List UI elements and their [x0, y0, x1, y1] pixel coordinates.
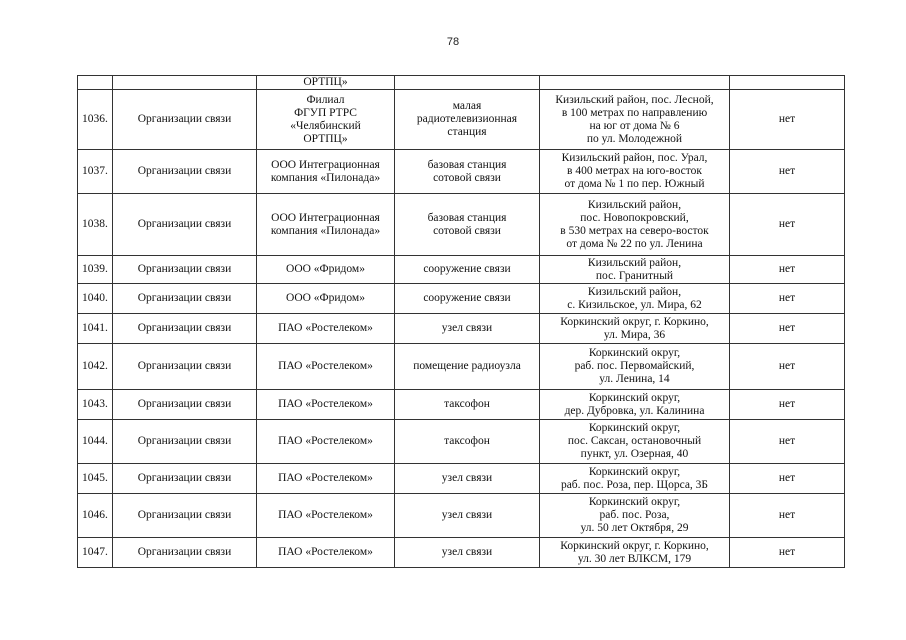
row-category: Организации связи — [113, 538, 257, 568]
row-object: узел связи — [395, 538, 540, 568]
row-organization: ООО Интеграционная компания «Пилонада» — [257, 194, 395, 256]
table-row — [78, 314, 845, 344]
row-address: Коркинский округ, пос. Саксан, остановочный пункт, ул. Озерная, 40 — [540, 420, 730, 464]
row-object: узел связи — [395, 464, 540, 494]
row-organization: ООО «Фридом» — [257, 284, 395, 314]
row-status: нет — [730, 494, 845, 538]
row-category: Организации связи — [113, 256, 257, 284]
row-status: нет — [730, 194, 845, 256]
table-row — [78, 194, 845, 256]
table-row — [78, 538, 845, 568]
row-organization: ООО Интеграционная компания «Пилонада» — [257, 150, 395, 194]
row-status: нет — [730, 464, 845, 494]
row-number: 1047. — [78, 538, 113, 568]
row-object: базовая станция сотовой связи — [395, 150, 540, 194]
row-status: нет — [730, 284, 845, 314]
row-object — [395, 76, 540, 90]
row-number: 1044. — [78, 420, 113, 464]
row-object: узел связи — [395, 494, 540, 538]
row-category: Организации связи — [113, 284, 257, 314]
row-object: таксофон — [395, 420, 540, 464]
row-number: 1039. — [78, 256, 113, 284]
table-row — [78, 390, 845, 420]
row-number: 1038. — [78, 194, 113, 256]
row-category: Организации связи — [113, 314, 257, 344]
table-row — [78, 494, 845, 538]
row-address: Кизильский район, пос. Новопокровский, в 530 метрах на северо-восток от дома № 22 по ул. Ленина — [540, 194, 730, 256]
row-status: нет — [730, 538, 845, 568]
table-row — [78, 150, 845, 194]
table-row — [78, 284, 845, 314]
row-organization: Филиал ФГУП РТРС «Челябинский ОРТПЦ» — [257, 90, 395, 150]
row-status: нет — [730, 314, 845, 344]
table-row — [78, 420, 845, 464]
row-number: 1043. — [78, 390, 113, 420]
row-number: 1041. — [78, 314, 113, 344]
row-status: нет — [730, 390, 845, 420]
row-organization: ПАО «Ростелеком» — [257, 494, 395, 538]
table-row — [78, 76, 845, 90]
row-object: малая радиотелевизионная станция — [395, 90, 540, 150]
row-address: Коркинский округ, раб. пос. Роза, пер. Щорса, 3Б — [540, 464, 730, 494]
row-category: Организации связи — [113, 150, 257, 194]
row-object: помещение радиоузла — [395, 344, 540, 390]
row-organization: ПАО «Ростелеком» — [257, 538, 395, 568]
row-address: Коркинский округ, раб. пос. Роза, ул. 50 лет Октября, 29 — [540, 494, 730, 538]
row-address: Кизильский район, пос. Урал, в 400 метрах на юго-восток от дома № 1 по пер. Южный — [540, 150, 730, 194]
row-status: нет — [730, 256, 845, 284]
table-row — [78, 256, 845, 284]
row-object: базовая станция сотовой связи — [395, 194, 540, 256]
row-organization: ПАО «Ростелеком» — [257, 344, 395, 390]
table-row — [78, 464, 845, 494]
row-status — [730, 76, 845, 90]
row-object: сооружение связи — [395, 284, 540, 314]
page-number: 78 — [446, 36, 460, 48]
row-object: таксофон — [395, 390, 540, 420]
row-status: нет — [730, 150, 845, 194]
row-category — [113, 76, 257, 90]
row-number: 1045. — [78, 464, 113, 494]
row-address: Кизильский район, пос. Лесной, в 100 метрах по направлению на юг от дома № 6 по ул. Молодежной — [540, 90, 730, 150]
row-address: Коркинский округ, дер. Дубровка, ул. Калинина — [540, 390, 730, 420]
row-address: Коркинский округ, раб. пос. Первомайский, ул. Ленина, 14 — [540, 344, 730, 390]
row-number: 1046. — [78, 494, 113, 538]
row-address: Коркинский округ, г. Коркино, ул. Мира, 36 — [540, 314, 730, 344]
row-category: Организации связи — [113, 420, 257, 464]
row-organization: ОРТПЦ» — [257, 76, 395, 90]
table-row — [78, 344, 845, 390]
row-category: Организации связи — [113, 90, 257, 150]
row-number: 1040. — [78, 284, 113, 314]
row-number: 1042. — [78, 344, 113, 390]
row-address: Коркинский округ, г. Коркино, ул. 30 лет ВЛКСМ, 179 — [540, 538, 730, 568]
row-number — [78, 76, 113, 90]
row-category: Организации связи — [113, 494, 257, 538]
row-address: Кизильский район, с. Кизильское, ул. Мира, 62 — [540, 284, 730, 314]
row-number: 1036. — [78, 90, 113, 150]
row-organization: ООО «Фридом» — [257, 256, 395, 284]
table-row — [78, 90, 845, 150]
row-category: Организации связи — [113, 344, 257, 390]
row-organization: ПАО «Ростелеком» — [257, 420, 395, 464]
row-address: Кизильский район, пос. Гранитный — [540, 256, 730, 284]
row-address — [540, 76, 730, 90]
row-organization: ПАО «Ростелеком» — [257, 464, 395, 494]
row-category: Организации связи — [113, 390, 257, 420]
registry-table — [77, 75, 845, 568]
row-number: 1037. — [78, 150, 113, 194]
row-category: Организации связи — [113, 194, 257, 256]
row-status: нет — [730, 90, 845, 150]
row-object: узел связи — [395, 314, 540, 344]
row-status: нет — [730, 344, 845, 390]
row-status: нет — [730, 420, 845, 464]
row-organization: ПАО «Ростелеком» — [257, 390, 395, 420]
row-object: сооружение связи — [395, 256, 540, 284]
row-category: Организации связи — [113, 464, 257, 494]
row-organization: ПАО «Ростелеком» — [257, 314, 395, 344]
